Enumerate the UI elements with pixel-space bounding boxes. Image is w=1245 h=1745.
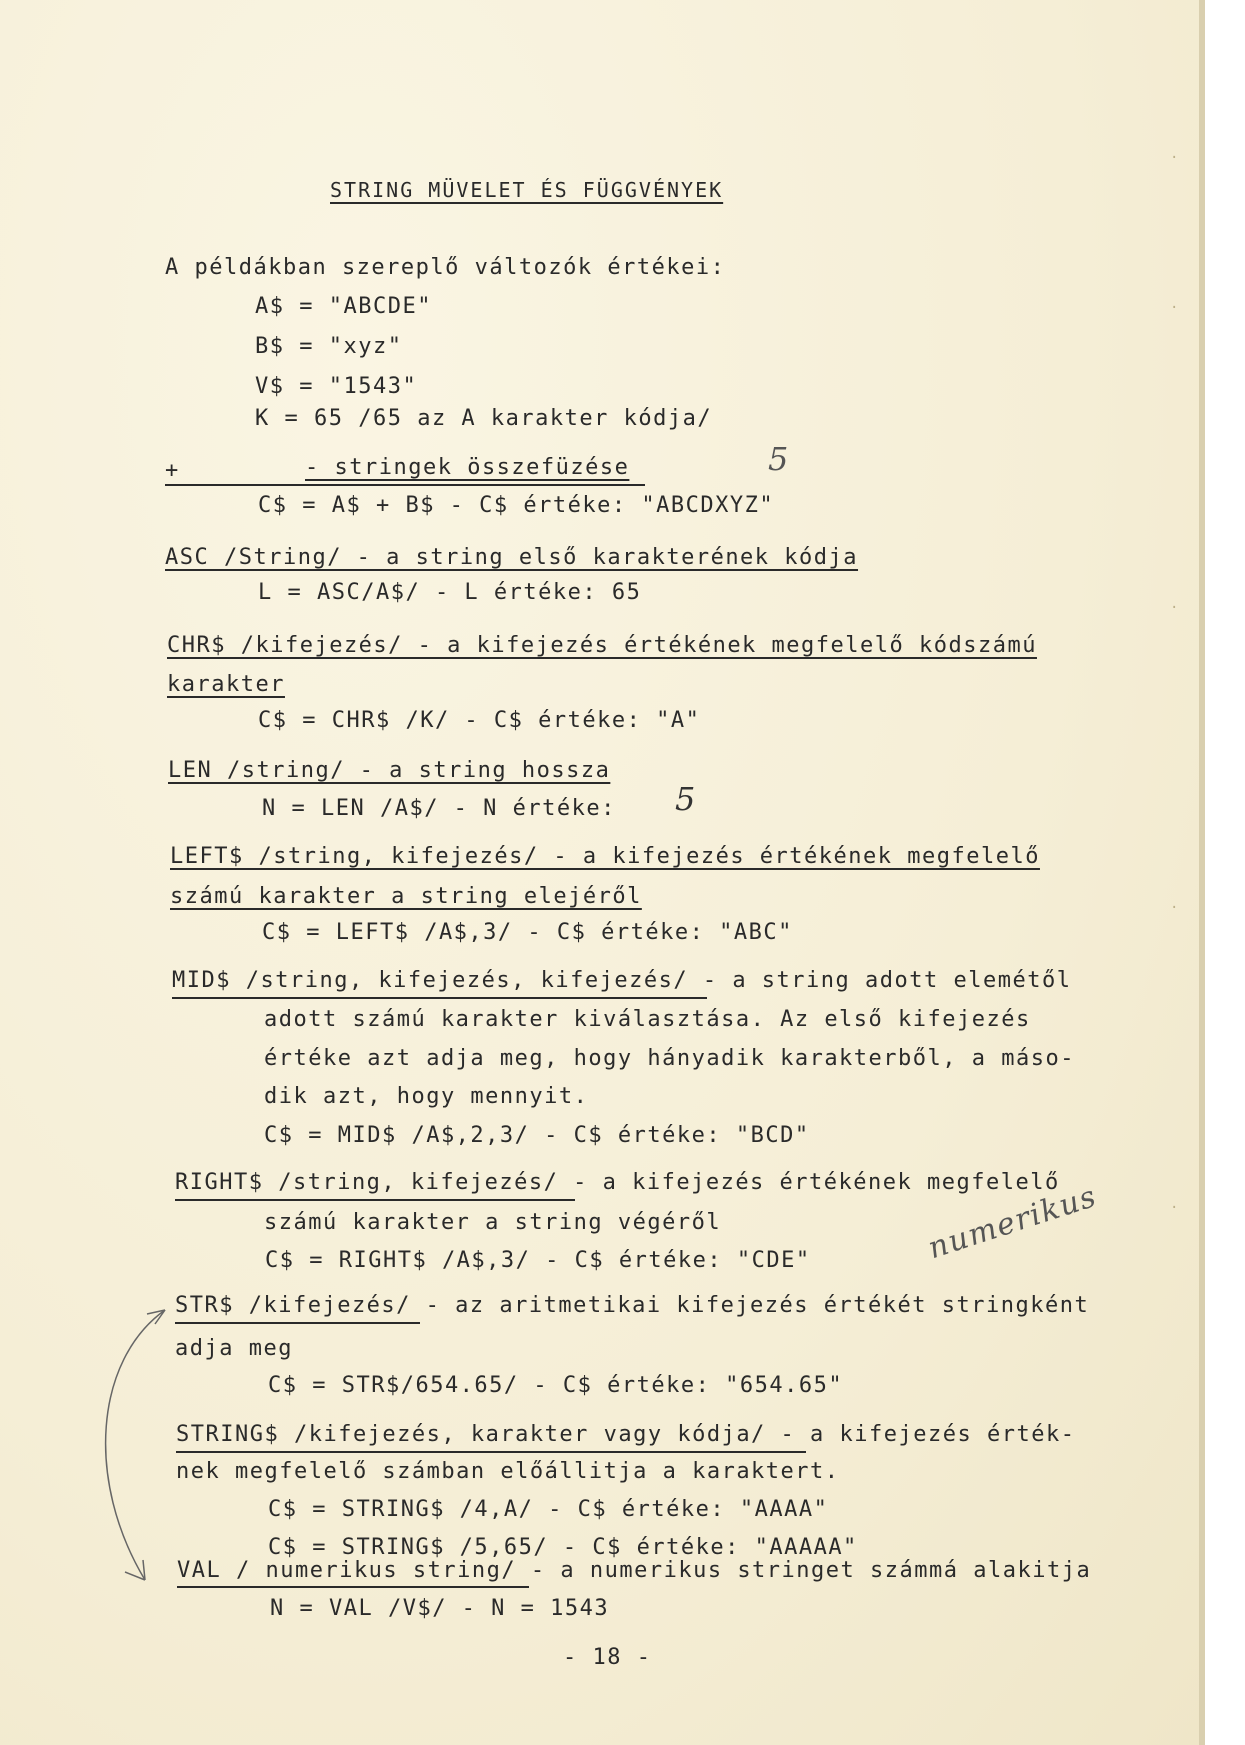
concat-symbol: + — [165, 458, 180, 483]
page-number: - 18 - — [563, 1645, 652, 1670]
mid-body-2: értéke azt adja meg, hogy hányadik karakterből, a máso- — [264, 1046, 1075, 1071]
left-example: C$ = LEFT$ /A$,3/ - C$ értéke: "ABC" — [262, 920, 793, 945]
concat-example: C$ = A$ + B$ - C$ értéke: "ABCDXYZ" — [258, 493, 775, 518]
variable-k: K = 65 /65 az A karakter kódja/ — [255, 406, 713, 431]
chr-example: C$ = CHR$ /K/ - C$ értéke: "A" — [258, 708, 701, 733]
margin-mark: · — [1170, 900, 1180, 916]
asc-heading: ASC /String/ - a string első karakterének kódja — [165, 545, 859, 570]
variable-a: A$ = "ABCDE" — [255, 294, 432, 319]
right-heading: RIGHT$ /string, kifejezés/ - a kifejezés értékének megfelelő — [175, 1170, 1060, 1195]
len-heading: LEN /string/ - a string hossza — [168, 758, 611, 783]
intro-text: A példákban szereplő változók értékei: — [165, 255, 726, 280]
handwritten-arrow — [85, 1300, 185, 1600]
concat-heading: - stringek összefüzése — [305, 455, 630, 480]
mid-body-1: adott számú karakter kiválasztása. Az első kifejezés — [264, 1007, 1031, 1032]
handwritten-mark-len: 5 — [675, 780, 697, 818]
margin-mark: · — [1170, 300, 1180, 316]
handwritten-mark-concat: 5 — [768, 440, 790, 478]
right-underline — [175, 1199, 575, 1201]
margin-mark: · — [1170, 600, 1180, 616]
variable-v: V$ = "1543" — [255, 374, 418, 399]
page-title: STRING MÜVELET ÉS FÜGGVÉNYEK — [330, 178, 724, 202]
str-underline — [175, 1322, 420, 1324]
margin-mark: · — [1170, 1200, 1180, 1216]
chr-heading: CHR$ /kifejezés/ - a kifejezés értékének megfelelő kódszámú — [167, 633, 1037, 658]
handwritten-note-right: numerikus — [923, 1178, 1102, 1267]
concat-underline — [165, 484, 645, 486]
margin-mark: · — [1170, 150, 1180, 166]
mid-body-3: dik azt, hogy mennyit. — [264, 1084, 589, 1109]
str-example: C$ = STR$/654.65/ - C$ értéke: "654.65" — [268, 1373, 844, 1398]
mid-example: C$ = MID$ /A$,2,3/ - C$ értéke: "BCD" — [264, 1123, 810, 1148]
right-example: C$ = RIGHT$ /A$,3/ - C$ értéke: "CDE" — [265, 1248, 811, 1273]
len-example: N = LEN /A$/ - N értéke: — [262, 796, 616, 821]
str-heading: STR$ /kifejezés/ - az aritmetikai kifejezés értékét stringként — [175, 1293, 1090, 1318]
str-body: adja meg — [175, 1336, 293, 1361]
string-example-2: C$ = STRING$ /5,65/ - C$ értéke: "AAAAA" — [268, 1535, 858, 1560]
string-example-1: C$ = STRING$ /4,A/ - C$ értéke: "AAAA" — [268, 1497, 829, 1522]
mid-heading: MID$ /string, kifejezés, kifejezés/ - a string adott elemétől — [172, 968, 1072, 993]
val-underline — [177, 1586, 529, 1588]
left-heading: LEFT$ /string, kifejezés/ - a kifejezés értékének megfelelő — [170, 844, 1040, 869]
chr-heading-cont: karakter — [167, 672, 285, 697]
string-underline — [176, 1451, 806, 1453]
asc-example: L = ASC/A$/ - L értéke: 65 — [258, 580, 642, 605]
mid-underline — [172, 997, 707, 999]
variable-b: B$ = "xyz" — [255, 334, 403, 359]
left-heading-cont: számú karakter a string elejéről — [170, 884, 642, 909]
string-heading: STRING$ /kifejezés, karakter vagy kódja/ - a kifejezés érték- — [176, 1422, 1076, 1447]
val-example: N = VAL /V$/ - N = 1543 — [270, 1596, 610, 1621]
right-body: számú karakter a string végéről — [264, 1210, 722, 1235]
string-body: nek megfelelő számban előállitja a karaktert. — [176, 1459, 840, 1484]
val-heading: VAL / numerikus string/ - a numerikus stringet számmá alakitja — [177, 1558, 1092, 1583]
